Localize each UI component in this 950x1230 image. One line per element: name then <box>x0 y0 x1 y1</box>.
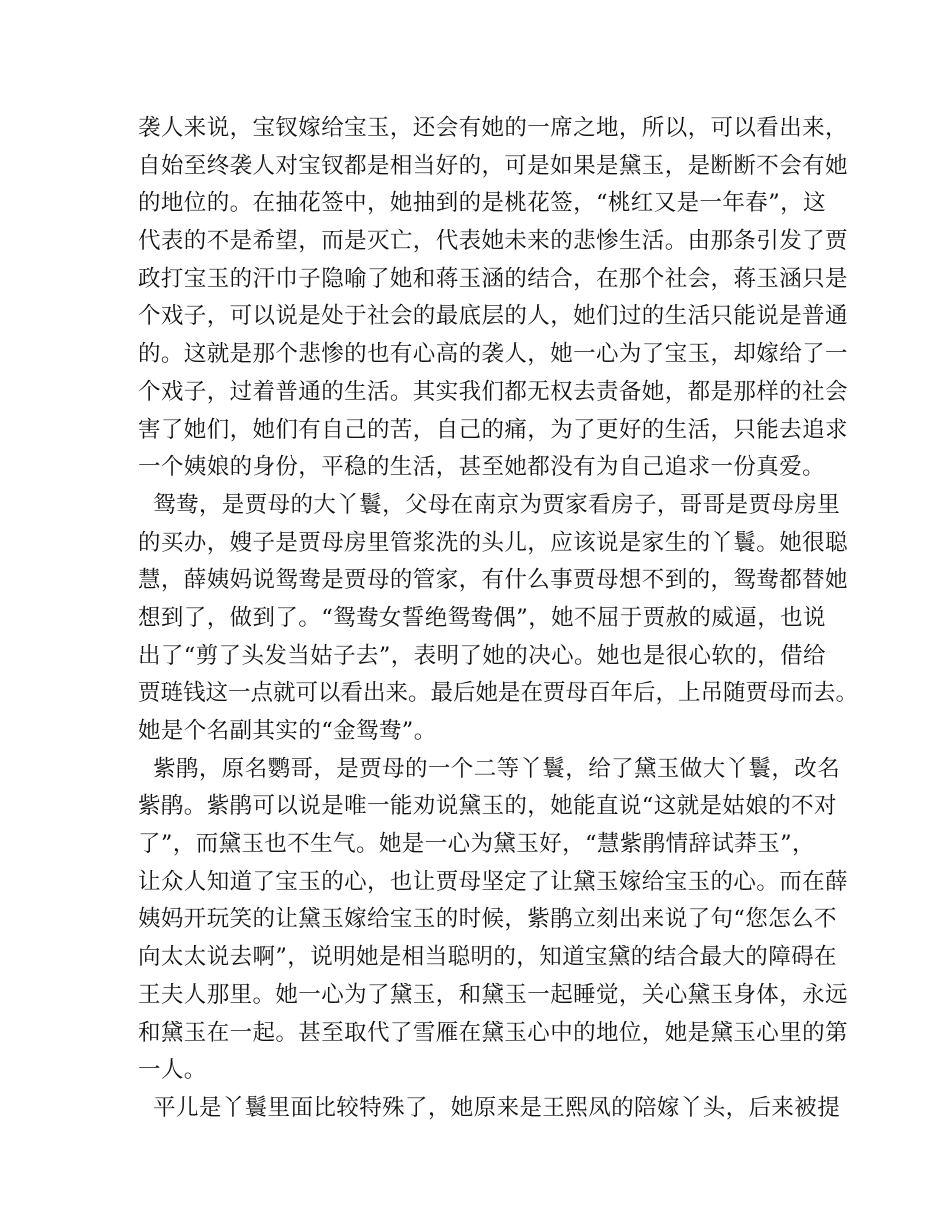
text-line: 袭人来说，宝钗嫁给宝玉，还会有她的一席之地，所以，可以看出来， <box>138 115 848 141</box>
text-line: 的地位的。在抽花签中，她抽到的是桃花签，“桃红又是一年春”，这 <box>138 190 826 217</box>
text-line: 的。这就是那个悲惨的也有心高的袭人，她一心为了宝玉，却嫁给了一 <box>138 341 848 368</box>
text-line: 让众人知道了宝玉的心，也让贾母坚定了让黛玉嫁给宝玉的心。而在薛 <box>138 868 848 895</box>
text-line: 慧，薛姨妈说鸳鸯是贾母的管家，有什么事贾母想不到的，鸳鸯都替她 <box>138 567 848 594</box>
text-line: 姨妈开玩笑的让黛玉嫁给宝玉的时候，紫鹃立刻出来说了句“您怎么不 <box>138 906 837 933</box>
text-line: 自始至终袭人对宝钗都是相当好的，可是如果是黛玉，是断断不会有她 <box>138 152 848 179</box>
text-line: 害了她们，她们有自己的苦，自己的痛，为了更好的生活，只能去追求 <box>138 416 848 443</box>
text-line: 她是个名副其实的“金鸳鸯”。 <box>138 718 437 744</box>
text-line: 想到了，做到了。“鸳鸯女誓绝鸳鸯偶”，她不屈于贾赦的威逼，也说 <box>138 604 826 631</box>
text-line: 的买办，嫂子是贾母房里管浆洗的头儿，应该说是家生的丫鬟。她很聪 <box>138 529 848 556</box>
paragraph-start-line: 紫鹃，原名鹦哥，是贾母的一个二等丫鬟，给了黛玉做大丫鬟，改名 <box>138 755 841 782</box>
text-line: 代表的不是希望，而是灭亡，代表她未来的悲惨生活。由那条引发了贾 <box>138 228 848 255</box>
body-text <box>138 110 859 1128</box>
text-line: 个戏子，可以说是处于社会的最底层的人，她们过的生活只能说是普通 <box>138 303 848 330</box>
text-line: 出了“剪了头发当姑子去”，表明了她的决心。她也是很心软的，借给 <box>138 642 826 669</box>
paragraph-start-line: 鸳鸯，是贾母的大丫鬟，父母在南京为贾家看房子，哥哥是贾母房里 <box>138 491 841 518</box>
text-line: 贾琏钱这一点就可以看出来。最后她是在贾母百年后，上吊随贾母而去。 <box>138 680 859 707</box>
text-line: 了”，而黛玉也不生气。她是一心为黛玉好，“慧紫鹃情辞试莽玉”， <box>138 831 815 858</box>
text-line: 政打宝玉的汗巾子隐喻了她和蒋玉涵的结合，在那个社会，蒋玉涵只是 <box>138 265 848 292</box>
text-line: 一个姨娘的身份，平稳的生活，甚至她都没有为自己追求一份真爱。 <box>138 454 826 481</box>
text-line: 和黛玉在一起。甚至取代了雪雁在黛玉心中的地位，她是黛玉心里的第 <box>138 1019 848 1046</box>
text-line: 向太太说去啊”，说明她是相当聪明的，知道宝黛的结合最大的障碍在 <box>138 944 837 971</box>
text-line: 紫鹃。紫鹃可以说是唯一能劝说黛玉的，她能直说“这就是姑娘的不对 <box>138 793 837 820</box>
text-line: 个戏子，过着普通的生活。其实我们都无权去责备她，都是那样的社会 <box>138 378 848 405</box>
paragraph-start-line: 平儿是丫鬟里面比较特殊了，她原来是王熙凤的陪嫁丫头，后来被提 <box>138 1094 841 1121</box>
text-line: 王夫人那里。她一心为了黛玉，和黛玉一起睡觉，关心黛玉身体，永远 <box>138 981 848 1008</box>
text-line: 一人。 <box>138 1057 207 1084</box>
